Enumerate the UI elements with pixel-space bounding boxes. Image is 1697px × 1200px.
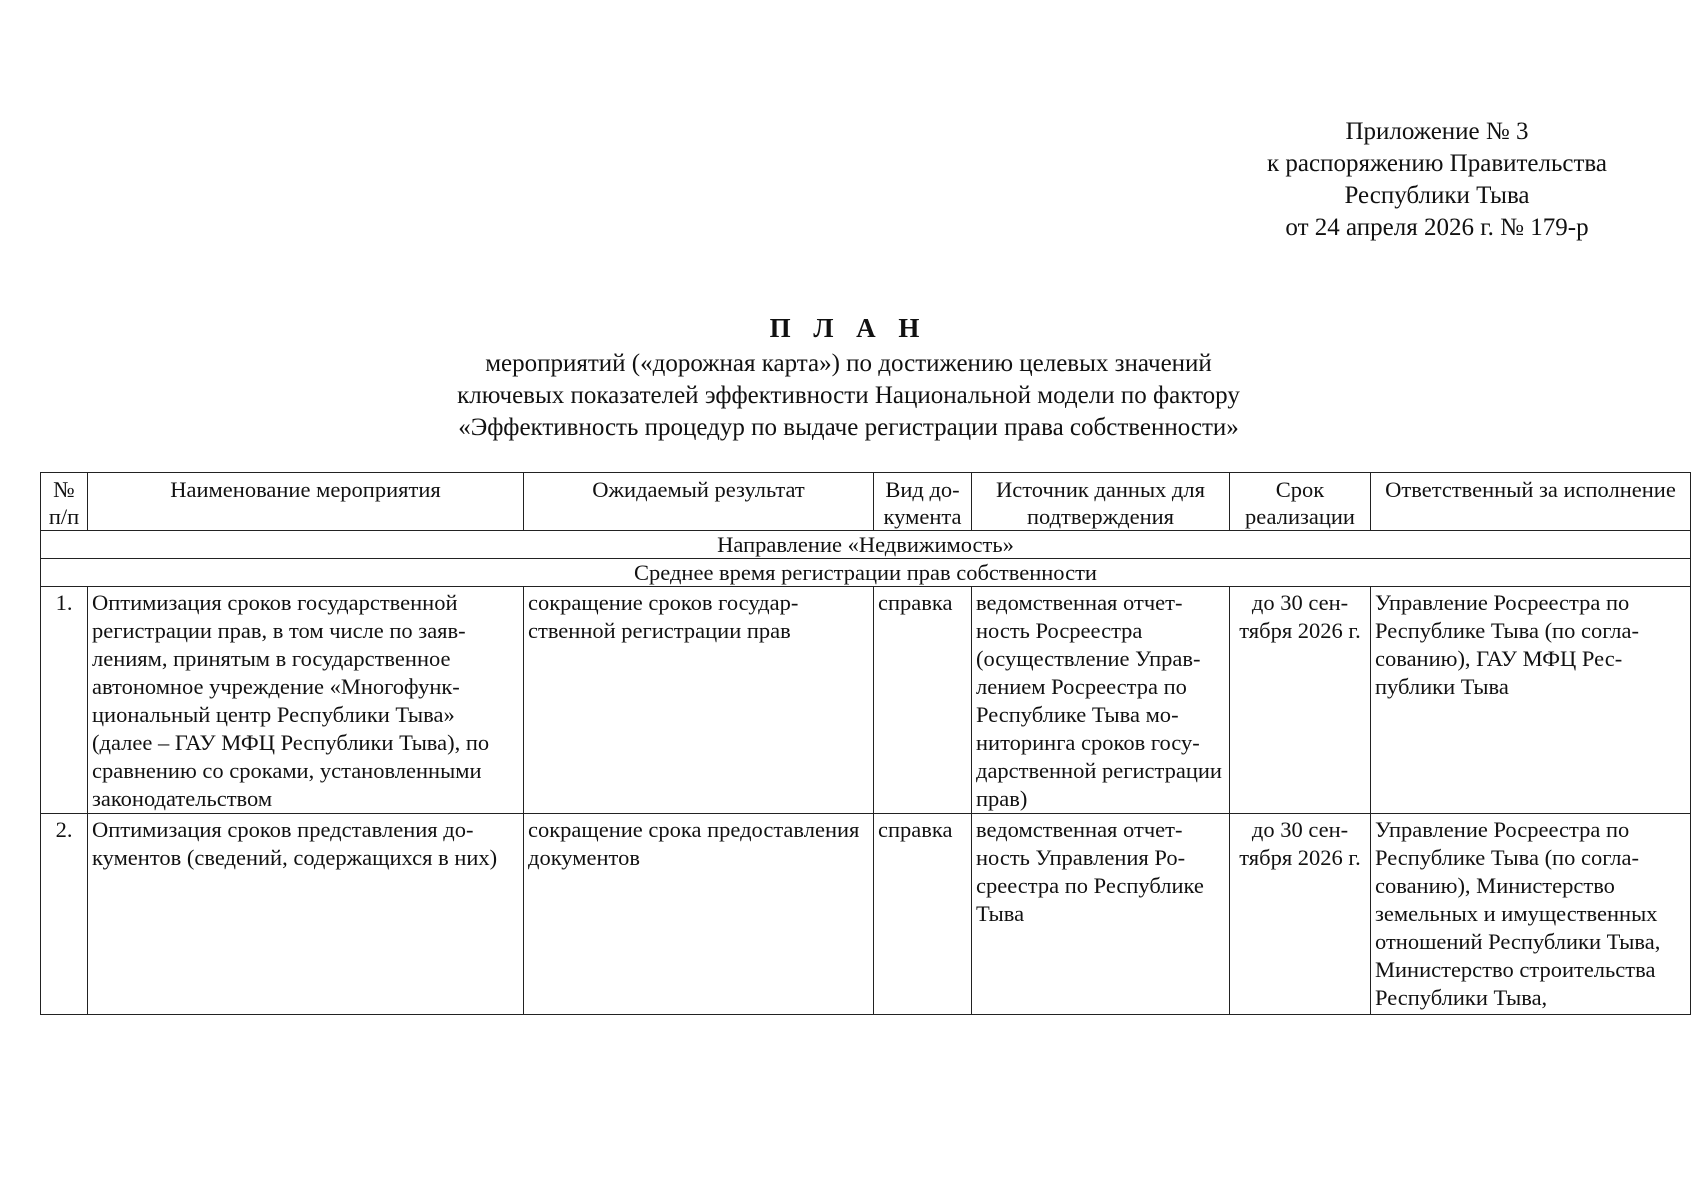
cell-result: сокращение сроков государственной регистрации прав	[524, 587, 874, 814]
cell-source: ведомственная отчетность Управления Росреестра по Республике Тыва	[972, 814, 1230, 1015]
table-row	[41, 814, 1691, 1015]
cell-source: ведомственная отчетность Росреестра (осуществление Управлением Росреестра по Республике Тыва мониторинга сроков государственной регистрации прав)	[972, 587, 1230, 814]
plan-table	[40, 472, 1691, 1015]
appendix-header	[1227, 116, 1647, 244]
title-line-1: мероприятий («дорожная карта») по достижению целевых значений	[485, 350, 1212, 377]
appendix-republic: Республики Тыва	[1344, 182, 1530, 209]
cell-num: 1.	[41, 587, 88, 814]
appendix-number: Приложение № 3	[1345, 118, 1529, 145]
appendix-date: от 24 апреля 2026 г. № 179-р	[1285, 214, 1589, 241]
section-direction: Направление «Недвижимость»	[41, 531, 1691, 559]
document-title	[0, 312, 1697, 444]
table-header-row	[41, 473, 1691, 531]
title-line-3: «Эффективность процедур по выдаче регистрации права собственности»	[458, 414, 1239, 441]
header-source: Источник данных для подтверждения	[972, 473, 1230, 531]
section-indicator: Среднее время регистрации прав собственности	[41, 559, 1691, 587]
header-term: Срок реализации	[1230, 473, 1371, 531]
header-responsible: Ответственный за исполнение	[1371, 473, 1691, 531]
section-row	[41, 531, 1691, 559]
cell-term: до 30 сентября 2026 г.	[1230, 814, 1371, 1015]
header-doc: Вид документа	[874, 473, 972, 531]
section-row	[41, 559, 1691, 587]
cell-term: до 30 сентября 2026 г.	[1230, 587, 1371, 814]
cell-doc: справка	[874, 587, 972, 814]
header-result: Ожидаемый результат	[524, 473, 874, 531]
cell-responsible: Управление Росреестра по Республике Тыва (по согласованию), ГАУ МФЦ Республики Тыва	[1371, 587, 1691, 814]
cell-name: Оптимизация сроков государственной регистрации прав, в том числе по заявлениям, принятым в государственное автономное учреждение «Многофункциональный центр Республики Тыва» (далее – ГАУ МФЦ Республики Тыва), по сравнению со сроками, установленными законодательством	[88, 587, 524, 814]
cell-result: сокращение срока предоставления документов	[524, 814, 874, 1015]
cell-name: Оптимизация сроков представления документов (сведений, содержащихся в них)	[88, 814, 524, 1015]
header-name: Наименование мероприятия	[88, 473, 524, 531]
cell-num: 2.	[41, 814, 88, 1015]
header-num: № п/п	[41, 473, 88, 531]
title-heading: П Л А Н	[769, 313, 928, 343]
table-row	[41, 587, 1691, 814]
title-line-2: ключевых показателей эффективности Национальной модели по фактору	[457, 382, 1240, 409]
cell-doc: справка	[874, 814, 972, 1015]
cell-responsible: Управление Росреестра по Республике Тыва (по согласованию), Министерство земельных и имущественных отношений Республики Тыва, Министерство строительства Республики Тыва,	[1371, 814, 1691, 1015]
appendix-order-ref: к распоряжению Правительства	[1266, 150, 1607, 177]
